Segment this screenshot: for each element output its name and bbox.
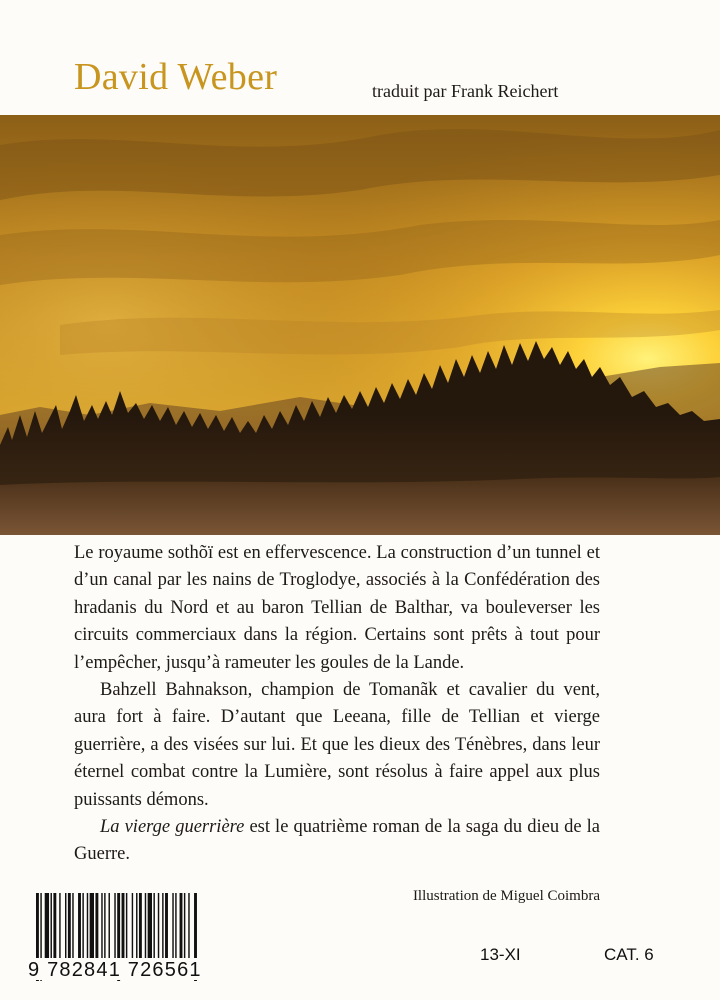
- barcode-bar: [158, 893, 159, 961]
- blurb-paragraph-3: [74, 814, 600, 869]
- barcode-bar: [153, 893, 154, 961]
- barcode-bar: [82, 893, 83, 961]
- isbn-digits: 9 782841 726561: [28, 958, 214, 980]
- barcode-bar: [136, 893, 137, 961]
- barcode-bar: [53, 893, 56, 961]
- barcode-bar: [72, 893, 73, 961]
- barcode-bar: [109, 893, 110, 961]
- barcode-bar: [114, 893, 115, 961]
- barcode-bar: [51, 893, 52, 961]
- translator-credit: traduit par Frank Reichert: [372, 81, 559, 101]
- barcode-bar: [104, 893, 105, 961]
- series-code: 13-XI: [480, 945, 521, 964]
- barcode-bar: [78, 893, 81, 961]
- blurb-paragraph-2: Bahzell Bahnakson, champion de Tomanãk et cavalier du vent, aura fort à faire. D’autant que Leeana, fille de Tellian et vierge guerrière, a des visées sur lui. Et que les dieux des Ténèbres, dans leur éternel combat contre la Lumière, sont résolus à faire appel aux plus puissants démons.: [74, 680, 600, 810]
- barcode-bar: [87, 893, 88, 961]
- barcode-bar: [139, 893, 142, 961]
- barcode-bar: [172, 893, 173, 961]
- barcode-bar: [68, 893, 71, 961]
- barcode-bar: [90, 893, 94, 961]
- back-cover-blurb: [74, 540, 600, 869]
- barcode-bar: [59, 893, 60, 961]
- barcode-bar: [126, 893, 127, 961]
- blurb-paragraph-1: Le royaume sothõï est en effervescence. La construction d’un tunnel et d’un canal par les nains de Troglodye, associés à la Confédération des hradanis du Nord et au baron Tellian de Balthar, va bouleverser les circuits commerciaux dans la région. Certains sont prêts à tout pour l’empêcher, jusqu’à rameuter les goules de la Lande.: [74, 543, 600, 673]
- barcode-bar: [188, 893, 189, 961]
- barcode-bar: [122, 893, 125, 961]
- book-title: La vierge guerrière: [100, 817, 245, 838]
- barcode-bar: [162, 893, 163, 961]
- barcode-bar: [165, 893, 168, 961]
- category-code: CAT. 6: [604, 945, 654, 964]
- barcode-bar: [175, 893, 176, 961]
- barcode-bar: [145, 893, 146, 961]
- barcode-bar: [45, 893, 49, 961]
- illustration-credit: Illustration de Miguel Coimbra: [412, 888, 600, 904]
- cover-illustration: [0, 115, 720, 535]
- blurb-paragraph-3-text: est le quatrième roman de la saga du dieu de la Guerre.: [74, 817, 600, 865]
- barcode-bar: [180, 893, 183, 961]
- barcode-bar: [101, 893, 102, 961]
- barcode-bar: [148, 893, 152, 961]
- barcode-bar: [95, 893, 98, 961]
- barcode-bar: [184, 893, 185, 961]
- barcode-bar: [132, 893, 133, 961]
- author-name: David Weber: [74, 56, 278, 98]
- barcode-bar: [65, 893, 66, 961]
